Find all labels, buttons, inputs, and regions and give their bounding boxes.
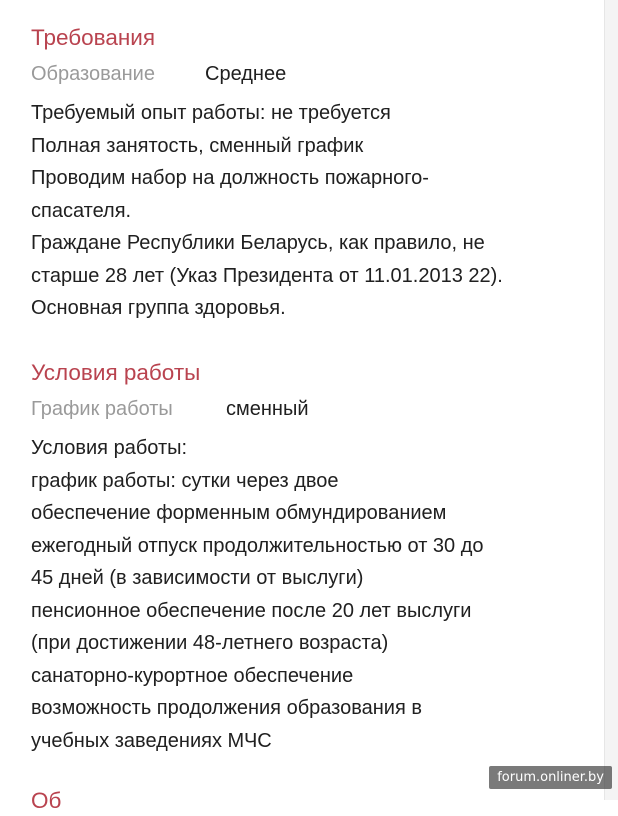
conditions-line: ежегодный отпуск продолжительностью от 30 до bbox=[31, 534, 484, 557]
conditions-line: учебных заведениях МЧС bbox=[31, 729, 272, 752]
working-conditions-section bbox=[31, 358, 596, 757]
schedule-label: График работы bbox=[31, 398, 173, 420]
conditions-line: возможность продолжения образования в bbox=[31, 697, 422, 719]
requirements-title: Требования bbox=[31, 25, 156, 50]
next-section-title: Об bbox=[31, 788, 62, 813]
conditions-line: пенсионное обеспечение после 20 лет выслуги bbox=[31, 599, 472, 622]
conditions-line: санаторно-курортное обеспечение bbox=[31, 664, 354, 687]
conditions-line: (при достижении 48-летнего возраста) bbox=[31, 632, 389, 654]
next-section-title-partial bbox=[31, 786, 231, 813]
requirements-line: спасателя. bbox=[31, 199, 132, 222]
working-conditions-description bbox=[31, 432, 596, 757]
requirements-line: Полная занятость, сменный график bbox=[31, 134, 364, 157]
conditions-line: график работы: сутки через двое bbox=[31, 469, 339, 492]
requirements-line: Требуемый опыт работы: не требуется bbox=[31, 102, 391, 124]
requirements-line: старше 28 лет (Указ Президента от 11.01.2013 22). bbox=[31, 264, 503, 287]
requirements-line: Граждане Республики Беларусь, как правило, не bbox=[31, 232, 485, 254]
conditions-line: обеспечение форменным обмундированием bbox=[31, 502, 447, 524]
watermark-label: forum.onliner.by bbox=[489, 766, 612, 789]
education-label: Образование bbox=[31, 63, 155, 85]
requirements-line: Проводим набор на должность пожарного- bbox=[31, 167, 429, 189]
schedule-value: сменный bbox=[226, 398, 309, 420]
education-value: Среднее bbox=[205, 63, 287, 85]
working-conditions-title: Условия работы bbox=[31, 360, 201, 385]
requirements-section bbox=[31, 23, 596, 325]
requirements-description bbox=[31, 97, 596, 325]
scrollbar-track[interactable] bbox=[604, 0, 618, 800]
requirements-line: Основная группа здоровья. bbox=[31, 297, 286, 319]
conditions-line: Условия работы: bbox=[31, 437, 188, 459]
conditions-line: 45 дней (в зависимости от выслуги) bbox=[31, 567, 364, 589]
education-row bbox=[31, 59, 596, 89]
schedule-row bbox=[31, 394, 596, 424]
